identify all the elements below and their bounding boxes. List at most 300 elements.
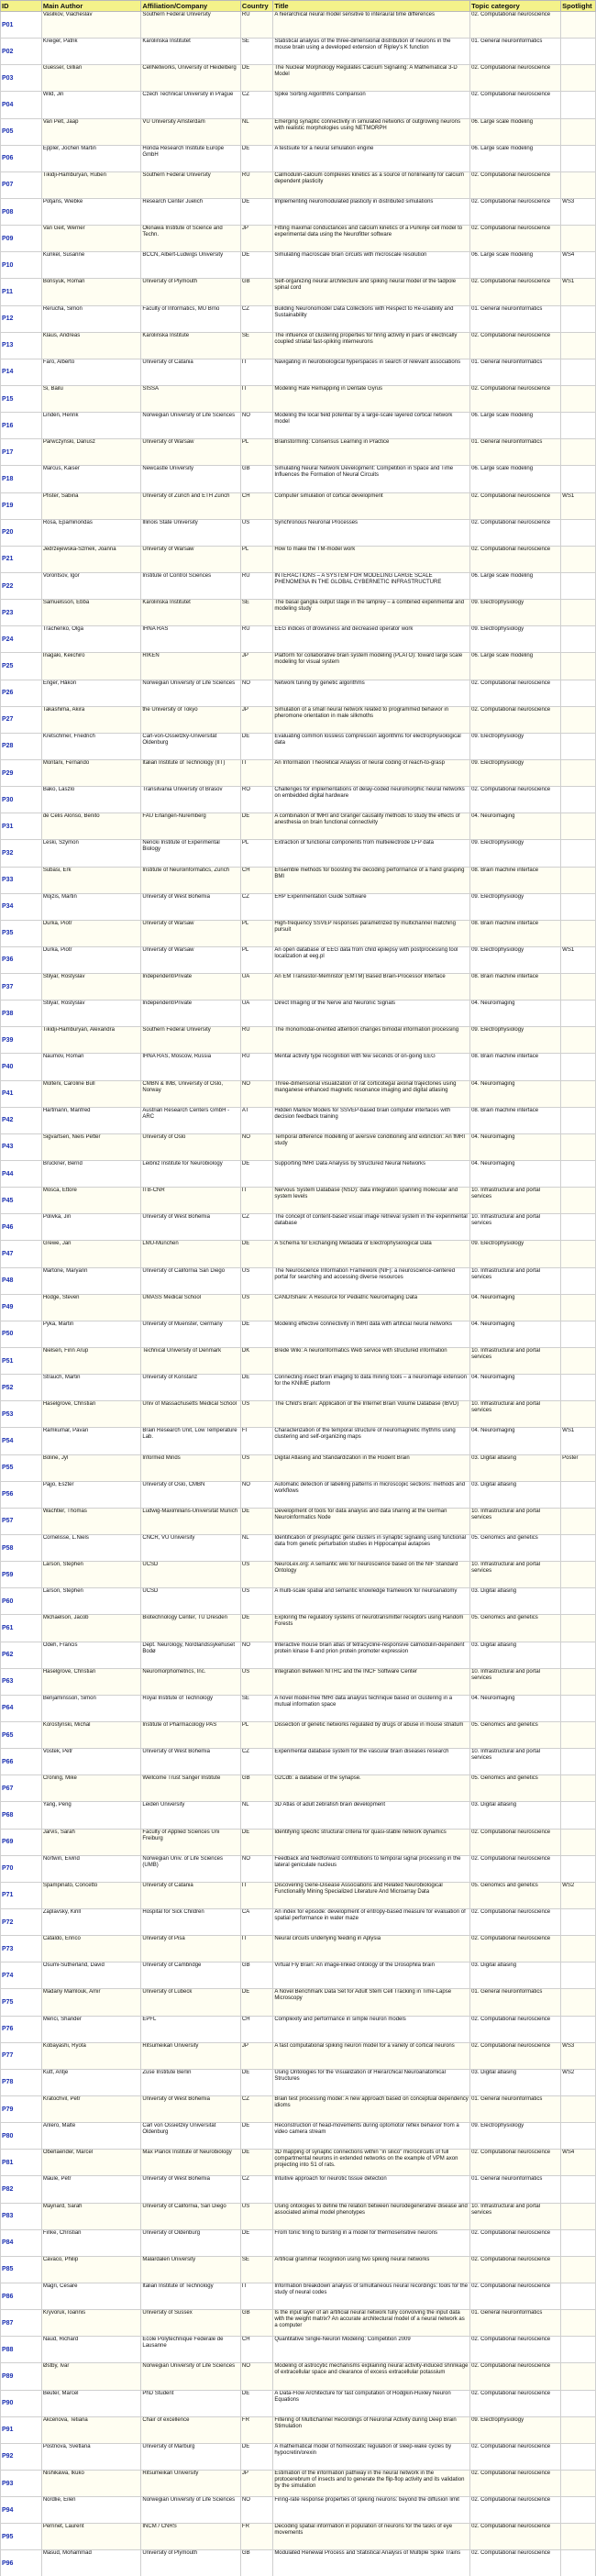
poster-id-cell [1, 572, 42, 599]
poster-title-cell [273, 2042, 470, 2069]
poster-title-cell [273, 1107, 470, 1133]
poster-title-cell [273, 39, 470, 65]
poster-id-cell [1, 2283, 42, 2309]
spotlight-cell [561, 813, 596, 840]
poster-title: Three-dimensional visualization of rat corticotegal axonal trajectories using manganese enhanced magnetic resonance imaging and digital atlasing [274, 1080, 457, 1093]
table-row [1, 1535, 596, 1562]
table-row [1, 1749, 596, 1775]
main-author: Kratochvil, Petr [42, 2095, 81, 2102]
poster-id-cell [1, 1133, 42, 1160]
main-author: Van Pelt, Jaap [42, 118, 79, 125]
poster-id: P11 [2, 288, 14, 295]
main-author: Eppler, Jochen Martin [42, 145, 96, 151]
table-row [1, 1348, 596, 1375]
table-row [1, 840, 596, 867]
table-row [1, 1161, 596, 1188]
poster-title-cell [273, 1027, 470, 1054]
affiliation: Okinawa Institute of Science and Techn. [142, 226, 223, 238]
poster-title: Fitting maximal conductances and calcium kinetics of a Purkinje cell model to experimental data using the Neurofitter software [274, 226, 463, 238]
affiliation-cell [141, 1749, 241, 1775]
poster-id: P13 [2, 342, 14, 349]
spotlight-cell [561, 572, 596, 599]
table-row [1, 2095, 596, 2122]
affiliation-cell [141, 2150, 241, 2176]
main-author-cell [41, 2150, 141, 2176]
country-cell [240, 2363, 272, 2390]
poster-title: Navigating in neurobiological hyperspaces in search of relevant associations [274, 359, 461, 365]
affiliation-cell [141, 2470, 241, 2496]
spotlight-cell [561, 2550, 596, 2576]
affiliation: University of Zürich and ETH Zürich [142, 492, 230, 499]
affiliation-cell [141, 1615, 241, 1642]
poster-id-cell [1, 413, 42, 439]
affiliation: UCSD [142, 1562, 159, 1568]
table-row [1, 1908, 596, 1935]
main-author: Spampinato, Concetto [42, 1882, 98, 1888]
main-author-cell [41, 1989, 141, 2016]
main-author-cell [41, 2443, 141, 2470]
topic-category-cell [470, 1989, 561, 2016]
poster-id: P56 [2, 1491, 14, 1498]
poster-id: P57 [2, 1518, 14, 1525]
affiliation: University of Catania [142, 359, 193, 365]
affiliation-cell [141, 145, 241, 171]
country-cell [240, 1241, 272, 1267]
poster-title-cell [273, 1642, 470, 1668]
poster-id-cell [1, 1936, 42, 1962]
poster-id-cell [1, 946, 42, 973]
poster-title-cell [273, 385, 470, 412]
table-row [1, 759, 596, 786]
main-author: Michaelson, Jacob [42, 1615, 89, 1621]
country: CA [241, 1908, 250, 1915]
affiliation-cell [141, 1802, 241, 1829]
poster-id-cell [1, 1454, 42, 1481]
country-cell [240, 519, 272, 546]
spotlight-cell [561, 733, 596, 759]
main-author-cell [41, 1188, 141, 1214]
spotlight-cell [561, 653, 596, 680]
topic-category-cell [470, 920, 561, 946]
poster-title-cell [273, 1668, 470, 1695]
poster-id: P74 [2, 1972, 14, 1979]
poster-id: P84 [2, 2239, 14, 2247]
poster-title: Development of tools for data analysis and data sharing at the German Neuroinformatics Node [274, 1508, 447, 1520]
affiliation: Carl von Ossietzky Universität Oldenburg [142, 2123, 216, 2136]
poster-title: High-frequency SSVEP responses parametrized by multichannel matching pursuit [274, 920, 456, 933]
main-author: Vorontsov, Igor [42, 572, 80, 579]
country-cell [240, 385, 272, 412]
table-row [1, 946, 596, 973]
country-cell [240, 1615, 272, 1642]
main-author-cell [41, 492, 141, 519]
poster-id: P68 [2, 1811, 14, 1819]
poster-title-cell [273, 920, 470, 946]
table-row [1, 1375, 596, 1401]
affiliation-cell [141, 1401, 241, 1428]
poster-id-cell [1, 92, 42, 118]
poster-id: P29 [2, 769, 14, 777]
topic-category-cell [470, 305, 561, 332]
main-author-cell [41, 2470, 141, 2496]
country-cell [240, 706, 272, 733]
country: FI [241, 1428, 248, 1434]
affiliation-cell [141, 1588, 241, 1615]
country-cell [240, 2123, 272, 2150]
affiliation-cell [141, 1214, 241, 1241]
main-author-cell [41, 1214, 141, 1241]
affiliation: Ritsumeikan University [142, 2470, 199, 2476]
main-author-cell [41, 1936, 141, 1962]
main-author: Parwczynski, Dariusz [42, 439, 95, 446]
country-cell [240, 1962, 272, 1989]
main-author: Montani, Fernando [42, 759, 90, 766]
poster-id: P82 [2, 2185, 14, 2193]
poster-title-cell [273, 572, 470, 599]
poster-id: P08 [2, 208, 14, 216]
main-author-cell [41, 466, 141, 492]
poster-id-cell [1, 1161, 42, 1188]
poster-title-cell [273, 733, 470, 759]
country: DE [241, 1615, 250, 1621]
table-row [1, 1802, 596, 1829]
affiliation-cell [141, 2095, 241, 2122]
poster-title-cell [273, 12, 470, 39]
table-row [1, 1080, 596, 1107]
country-cell [240, 1321, 272, 1347]
spotlight-cell [561, 546, 596, 572]
country-cell [240, 2550, 272, 2576]
poster-title-cell [273, 65, 470, 92]
table-row [1, 2283, 596, 2309]
country-cell [240, 1214, 272, 1241]
affiliation: VU University Amsterdam [142, 118, 205, 125]
poster-id-cell [1, 252, 42, 279]
spotlight-cell [561, 2123, 596, 2150]
country: PL [241, 840, 249, 846]
poster-title: Neural circuits underlying feeding in Aplysia [274, 1936, 381, 1942]
main-author-cell [41, 1695, 141, 1721]
main-author: Østby, Ivar [42, 2363, 70, 2370]
poster-title-cell [273, 1428, 470, 1454]
topic-category-cell [470, 733, 561, 759]
spotlight: WS2 [562, 2069, 575, 2075]
main-author-cell [41, 439, 141, 466]
country-cell [240, 2176, 272, 2203]
topic-category: 01. General neuroinformatics [471, 2176, 543, 2183]
poster-title-cell [273, 332, 470, 359]
poster-title-cell [273, 2497, 470, 2524]
poster-title: Computer simulation of cortical development [274, 492, 383, 499]
topic-category: 01. General neuroinformatics [471, 305, 543, 312]
table-row [1, 813, 596, 840]
spotlight: WS3 [562, 198, 575, 205]
country: NO [241, 1855, 250, 1862]
affiliation: Institute of Control Sciences [142, 572, 212, 579]
main-author: Rerucha, Simon [42, 305, 83, 312]
affiliation-cell [141, 1080, 241, 1107]
poster-title: Modeling effective connectivity in fMRI data with artificial neural networks [274, 1321, 452, 1327]
topic-category-cell [470, 2363, 561, 2390]
poster-id-cell [1, 1001, 42, 1027]
country-cell [240, 572, 272, 599]
affiliation: CMBN & IMB, University of Oslo, Norway [142, 1080, 224, 1093]
table-row [1, 706, 596, 733]
affiliation: University of Plymouth [142, 2550, 198, 2557]
affiliation: University of California San Diego [142, 1267, 226, 1274]
spotlight-cell [561, 198, 596, 225]
topic-category: 02. Computational neuroscience [471, 1829, 551, 1835]
poster-title-cell [273, 1962, 470, 1989]
topic-category: 06. Large scale modeling [471, 466, 534, 472]
poster-id-cell [1, 1481, 42, 1508]
country-cell [240, 1161, 272, 1188]
poster-id-cell [1, 1989, 42, 2016]
affiliation: Independent/Private [142, 1001, 193, 1007]
poster-title-cell [273, 1454, 470, 1481]
country-cell [240, 171, 272, 198]
poster-id-cell [1, 1962, 42, 1989]
table-row [1, 733, 596, 759]
poster-title: A fast computational spiking neuron model for a variety of cortical neurons [274, 2042, 455, 2049]
poster-id: P47 [2, 1251, 14, 1258]
topic-category: 10. Infrastructural and portal services [471, 1348, 541, 1361]
country: DE [241, 1989, 250, 1996]
affiliation: Carl-von-Ossietzky-Universität Oldenburg [142, 733, 217, 746]
spotlight: WS4 [562, 252, 575, 259]
spotlight-cell [561, 1080, 596, 1107]
affiliation: Ecole Polytechnique Federale de Lausanne [142, 2337, 224, 2349]
poster-id: P40 [2, 1064, 14, 1071]
country: RU [241, 1054, 250, 1060]
affiliation: Karolinska Institutet [142, 600, 191, 606]
poster-id: P53 [2, 1410, 14, 1418]
poster-id: P09 [2, 235, 14, 242]
spotlight-cell [561, 626, 596, 653]
main-author-cell [41, 226, 141, 252]
country: IT [241, 1188, 248, 1194]
poster-id: P33 [2, 877, 14, 884]
topic-category-cell [470, 466, 561, 492]
poster-title-cell [273, 1802, 470, 1829]
country: IT [241, 385, 248, 392]
topic-category-cell [470, 1962, 561, 1989]
topic-category-cell [470, 198, 561, 225]
main-author-cell [41, 653, 141, 680]
country-cell [240, 2283, 272, 2309]
country: NL [241, 1802, 249, 1808]
poster-id: P95 [2, 2533, 14, 2540]
poster-id: P28 [2, 743, 14, 750]
poster-title-cell [273, 1267, 470, 1294]
poster-title-cell [273, 171, 470, 198]
poster-title: A Schema for Exchanging Metadata of Electrophysiological Data [274, 1241, 432, 1247]
country-cell [240, 413, 272, 439]
poster-title: A Novel Benchmark Data Set for Adult Stem Cell Tracking in Time-Lapse Microscopy [274, 1989, 452, 2002]
country-cell [240, 2229, 272, 2256]
affiliation: Institute of Neuroinformatics, Zurich [142, 867, 230, 873]
table-row [1, 171, 596, 198]
poster-id: P02 [2, 48, 14, 55]
main-author-cell [41, 1962, 141, 1989]
table-row [1, 1428, 596, 1454]
main-author-cell [41, 840, 141, 867]
spotlight-cell [561, 118, 596, 145]
affiliation: INCM / CNRS [142, 2524, 177, 2530]
affiliation: University of West Bohemia [142, 893, 210, 900]
main-author: Boline, Jyl [42, 1454, 69, 1461]
country: RU [241, 572, 250, 579]
country-cell [240, 1668, 272, 1695]
table-row [1, 1829, 596, 1855]
country: NO [241, 2497, 250, 2504]
main-author-cell [41, 2416, 141, 2443]
poster-title-cell [273, 1214, 470, 1241]
poster-title-cell [273, 1829, 470, 1855]
table-row [1, 118, 596, 145]
main-author-cell [41, 626, 141, 653]
country-cell [240, 1802, 272, 1829]
affiliation: University of Sussex [142, 2310, 193, 2316]
main-author-cell [41, 1401, 141, 1428]
topic-category-cell [470, 2497, 561, 2524]
affiliation-cell [141, 118, 241, 145]
affiliation: University of Marburg [142, 2443, 195, 2449]
main-author-cell [41, 733, 141, 759]
main-author-cell [41, 1908, 141, 1935]
country-cell [240, 1107, 272, 1133]
affiliation: University of West Bohemia [142, 2095, 210, 2102]
country-cell [240, 946, 272, 973]
affiliation-cell [141, 171, 241, 198]
main-author: Rosa, Epaminondas [42, 519, 93, 525]
poster-title-cell [273, 2095, 470, 2122]
poster-id: P75 [2, 1998, 14, 2006]
topic-category-cell [470, 1749, 561, 1775]
poster-id-cell [1, 680, 42, 706]
affiliation-cell [141, 1133, 241, 1160]
main-author: Osumi-Sutherland, David [42, 1962, 105, 1969]
main-author-cell [41, 546, 141, 572]
topic-category-cell [470, 2069, 561, 2095]
country: GB [241, 466, 250, 472]
poster-id: P38 [2, 1010, 14, 1017]
topic-category-cell [470, 2123, 561, 2150]
poster-title-cell [273, 1401, 470, 1428]
poster-id-cell [1, 2416, 42, 2443]
affiliation-cell [141, 1989, 241, 2016]
topic-category: 02. Computational neuroscience [471, 2016, 551, 2022]
poster-id: P71 [2, 1892, 14, 1899]
country-cell [240, 466, 272, 492]
poster-title: ERP Experimentation Guide Software [274, 893, 367, 900]
poster-id: P39 [2, 1036, 14, 1044]
affiliation: Karolinska Institutet [142, 39, 191, 45]
main-author-cell [41, 519, 141, 546]
main-author: Martone, Maryann [42, 1267, 88, 1274]
poster-title-cell [273, 439, 470, 466]
poster-title-cell [273, 2390, 470, 2416]
affiliation-cell [141, 413, 241, 439]
country: IT [241, 1882, 248, 1888]
poster-title: Virtual Fly Brain: An image-linked ontology of the Drosophila brain [274, 1962, 435, 1969]
poster-title: Ensemble methods for boosting the decoding performance of a hand grasping BMI [274, 867, 465, 879]
poster-id: P86 [2, 2293, 14, 2300]
affiliation: LMU-München [142, 1241, 179, 1247]
topic-category: 02. Computational neuroscience [471, 332, 551, 338]
spotlight-cell [561, 1321, 596, 1347]
affiliation: Leibniz Institute for Neurobiology [142, 1161, 223, 1167]
spotlight-cell [561, 893, 596, 920]
topic-category: 05. Genomics and genetics [471, 1775, 538, 1782]
main-author: Pajjo, Eszter [42, 1481, 74, 1487]
country: RU [241, 171, 250, 178]
poster-id: P35 [2, 930, 14, 937]
main-author: Hartmann, Manfred [42, 1107, 91, 1113]
topic-category: 02. Computational neuroscience [471, 2524, 551, 2530]
affiliation-cell [141, 2337, 241, 2363]
poster-id-cell [1, 332, 42, 359]
country: GB [241, 1775, 250, 1782]
table-row [1, 1027, 596, 1054]
spotlight-cell [561, 867, 596, 893]
poster-id-cell [1, 2229, 42, 2256]
topic-category: 02. Computational neuroscience [471, 2042, 551, 2049]
spotlight-cell [561, 706, 596, 733]
affiliation: Faculty of Applied Sciences Uni Freiburg [142, 1829, 220, 1841]
poster-id-cell [1, 1829, 42, 1855]
main-author: Potjans, Wiebke [42, 198, 83, 205]
table-row [1, 1214, 596, 1241]
country-cell [240, 279, 272, 305]
poster-id-cell [1, 1562, 42, 1588]
country-cell [240, 145, 272, 171]
country: NO [241, 2363, 250, 2370]
poster-id: P07 [2, 182, 14, 189]
poster-title-cell [273, 1749, 470, 1775]
main-author: Pfister, Sabina [42, 492, 79, 499]
poster-id-cell [1, 920, 42, 946]
affiliation-cell [141, 1375, 241, 1401]
topic-category-cell [470, 385, 561, 412]
affiliation: University of Plymouth [142, 279, 198, 285]
main-author-cell [41, 279, 141, 305]
affiliation: University of Oslo [142, 1133, 186, 1140]
poster-id-cell [1, 2095, 42, 2122]
poster-title-cell [273, 92, 470, 118]
country-cell [240, 920, 272, 946]
main-author-cell [41, 1107, 141, 1133]
table-row [1, 1054, 596, 1080]
spotlight-cell [561, 1375, 596, 1401]
main-author: Larson, Stephen [42, 1562, 83, 1568]
topic-category: 02. Computational neuroscience [471, 2337, 551, 2343]
affiliation-cell [141, 867, 241, 893]
main-author-cell [41, 145, 141, 171]
topic-category: 10. Infrastructural and portal services [471, 2203, 541, 2216]
poster-id: P31 [2, 823, 14, 830]
affiliation-cell [141, 519, 241, 546]
main-author: Tikidji-Hamburyan, Ruben [42, 171, 106, 178]
spotlight-cell [561, 2016, 596, 2042]
country-cell [240, 1749, 272, 1775]
poster-title: Statistical analysis of the three-dimensional distribution of neurons in the mouse brain using a developed extension of Ripley's K function [274, 39, 451, 51]
poster-id: P18 [2, 475, 14, 482]
topic-category: 04. Neuroimaging [471, 1695, 515, 1701]
country: JP [241, 2042, 248, 2049]
topic-category: 02. Computational neuroscience [471, 492, 551, 499]
main-author: Jedrzejewska-Szmek, Joanna [42, 546, 116, 552]
